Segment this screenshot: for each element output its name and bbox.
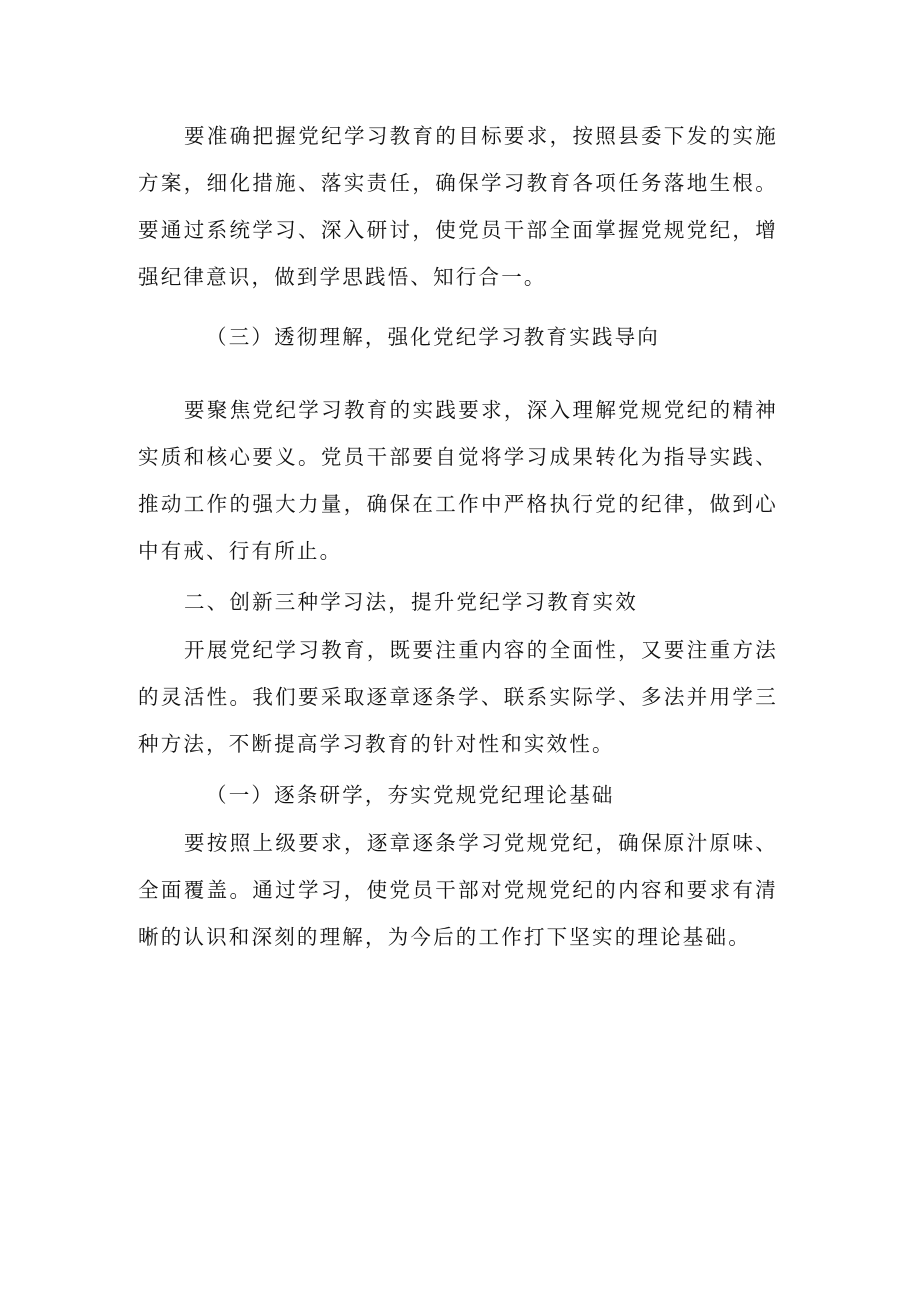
- paragraph-practice-requirements: 要聚焦党纪学习教育的实践要求，深入理解党规党纪的精神实质和核心要义。党员干部要自觉将学习成果转化为指导实践、推动工作的强大力量，确保在工作中严格执行党的纪律，做到心中有戒、行有所止。: [138, 398, 778, 563]
- paragraph-article-study: 要按照上级要求，逐章逐条学习党规党纪，确保原汁原味、全面覆盖。通过学习，使党员干部对党规党纪的内容和要求有清晰的认识和深刻的理解，为今后的工作打下坚实的理论基础。: [138, 831, 778, 949]
- subheading-one: （一）逐条研学，夯实党规党纪理论基础: [206, 783, 615, 807]
- heading-section-two: 二、创新三种学习法，提升党纪学习教育实效: [184, 590, 638, 614]
- paragraph-three-methods: 开展党纪学习教育，既要注重内容的全面性，又要注重方法的灵活性。我们要采取逐章逐条学、联系实际学、多法并用学三种方法，不断提高学习教育的针对性和实效性。: [138, 638, 778, 756]
- paragraph-goal-requirements: 要准确把握党纪学习教育的目标要求，按照县委下发的实施方案，细化措施、落实责任，确保学习教育各项任务落地生根。要通过系统学习、深入研讨，使党员干部全面掌握党规党纪，增强纪律意识，做到学思践悟、知行合一。: [138, 124, 778, 289]
- subheading-three: （三）透彻理解，强化党纪学习教育实践导向: [206, 325, 660, 349]
